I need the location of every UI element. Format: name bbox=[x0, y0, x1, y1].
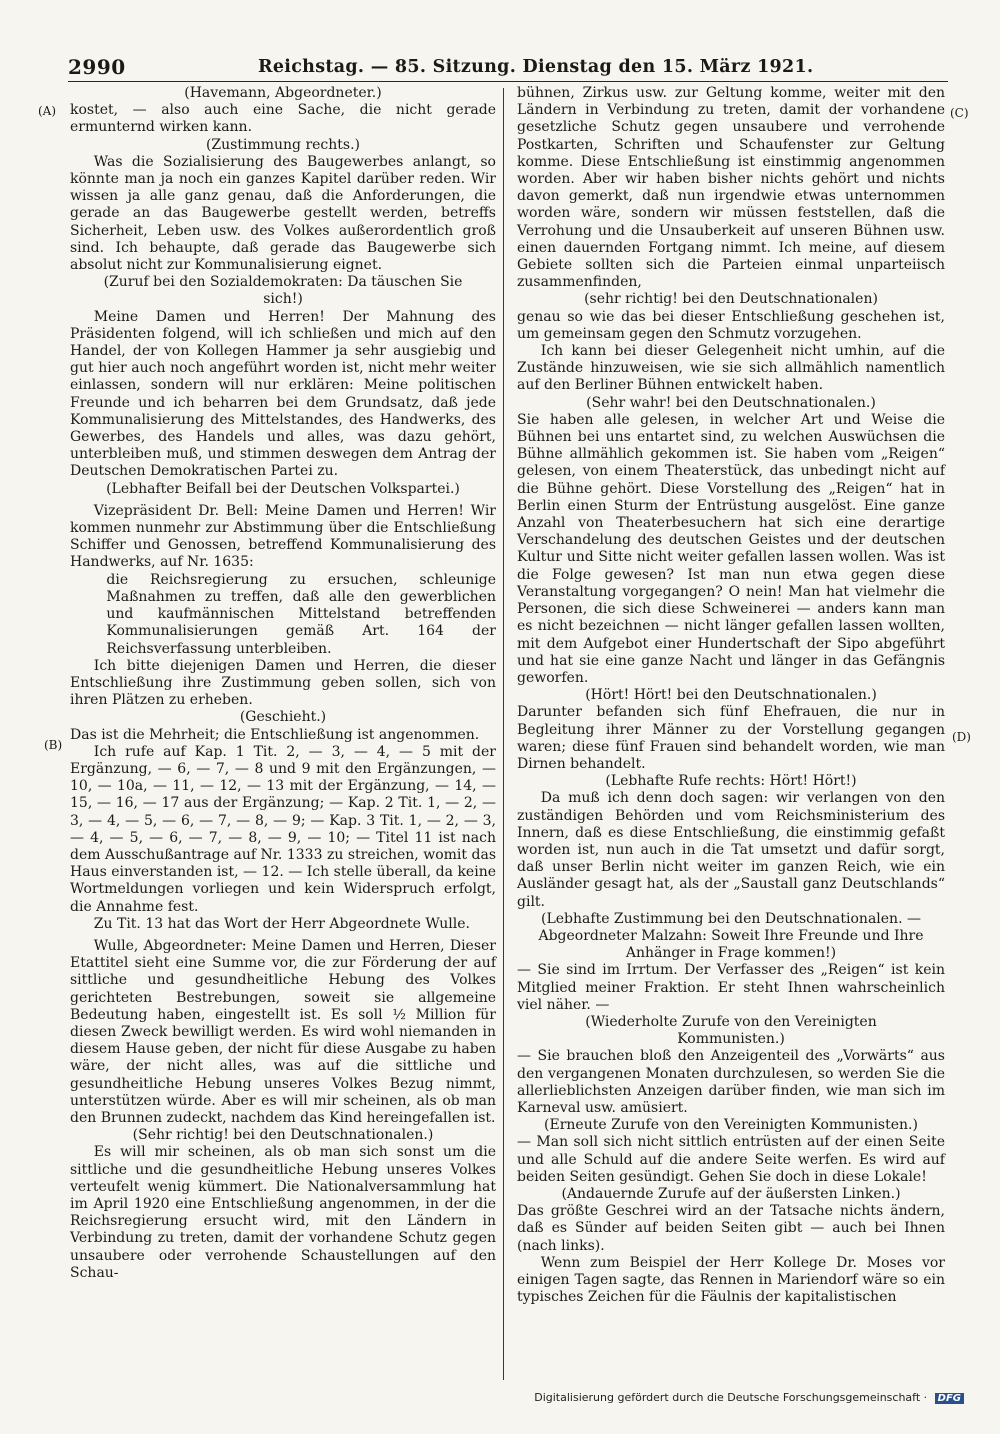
paragraph: Ich rufe auf Kap. 1 Tit. 2, — 3, — 4, — 5 mit der Ergänzung, — 6, — 7, — 8 und 9 mit den Ergänzungen, — 10, — 10a, — 11, — 12, — 13 mit der Ergänzung, — 14, — 15, — 16, — 17 aus der Ergänzung; — Kap. 2 Tit. 1, — 2, — 3, — 4, — 5, — 6, — 7, — 8, — 9; — Kap. 3 Tit. 1, — 2, — 3, — 4, — 5, — 6, — 7, — 8, — 9, — 10; — Titel 11 ist nach dem Ausschußantrage auf Nr. 1333 zu streichen, womit das Haus einverstanden ist, — 12. — Ich stelle überall, da keine Wortmeldungen vorliegen und kein Widerspruch erfolgt, die Annahme fest. bbox=[70, 743, 496, 915]
paragraph: Ich kann bei dieser Gelegenheit nicht umhin, auf die Zustände hinzuweisen, wie sie sich allmählich namentlich auf den Berliner Bühnen entwickelt haben. bbox=[517, 343, 945, 394]
margin-mark-b: (B) bbox=[44, 738, 63, 752]
speaker-continuation: (Havemann, Abgeordneter.) bbox=[184, 85, 382, 101]
paragraph: — Man soll sich nicht sittlich entrüsten auf der einen Seite und alle Schuld auf die andere Seite werfen. Es wird auf beiden Seiten gesündigt. Gehen Sie doch in diese Lokale! bbox=[517, 1134, 945, 1185]
right-column bbox=[517, 85, 945, 1306]
interjection: (Geschieht.) bbox=[239, 709, 327, 726]
paragraph: Wulle, Abgeordneter: Meine Damen und Herren, Dieser Etattitel sieht eine Summe vor, die zur Förderung der auf sittliche und gesundheitliche Hebung des Volkes gerichteten Bestrebungen, soweit sie allgemeine Bedeutung haben, eingestellt ist. Es soll ½ Million für diesen Zweck bewilligt werden. Es wird wohl niemanden in diesem Hause geben, der nicht für diese Ausgabe zu haben wäre, der nicht alles, was auf die sittliche und gesundheitliche Hebung unseres Volkes Bezug nimmt, unterstützen würde. Aber es will mir scheinen, als ob man den Brunnen zudeckt, nachdem das Kind hereingefallen ist. bbox=[70, 937, 496, 1126]
paragraph: Es will mir scheinen, als ob man sich sonst um die sittliche und die gesundheitliche Hebung unseres Volkes verteufelt wenig kümmert. Die Nationalversammlung hat im April 1920 eine Entschließung angenommen, in der die Reichsregierung ersucht wird, mit den Ländern in Verbindung zu treten, damit der vorhandene Schutz gegen unsaubere oder verrohende Schaustellungen auf den Schau- bbox=[70, 1144, 496, 1281]
margin-mark-d: (D) bbox=[952, 730, 971, 744]
column-rule bbox=[503, 88, 504, 1380]
interjection: (Zuruf bei den Sozialdemokraten: Da täuschen Sie sich!) bbox=[103, 274, 463, 308]
paragraph: Ich bitte diejenigen Damen und Herren, die dieser Entschließung ihre Zustimmung geben sollen, sich von ihren Plätzen zu erheben. bbox=[70, 657, 496, 709]
interjection: (Lebhafte Zustimmung bei den Deutschnationalen. — Abgeordneter Malzahn: Soweit Ihre Freunde und Ihre Anhänger in Frage kommen!) bbox=[538, 910, 924, 962]
interjection: (Lebhafter Beifall bei der Deutschen Volkspartei.) bbox=[106, 480, 460, 497]
paragraph: kostet, — also auch eine Sache, die nicht gerade ermunternd wirken kann. bbox=[70, 102, 496, 136]
digitization-credit bbox=[534, 1391, 964, 1404]
paragraph: Was die Sozialisierung des Baugewerbes anlangt, so könnte man ja noch ein ganzes Kapitel darüber reden. Wir wissen ja alle ganz genau, daß die Anforderungen, die gerade an das Baugewerbe gestellt werden, betreffs Sicherheit, Leben usw. des Volkes außerordentlich groß sind. Ich behaupte, daß gerade das Baugewerbe sich absolut nicht zur Kommunalisierung eignet. bbox=[70, 153, 496, 274]
paragraph: Wenn zum Beispiel der Herr Kollege Dr. Moses vor einigen Tagen sagte, das Rennen in Mariendorf wäre so ein typisches Zeichen für die Fäulnis der kapitalistischen bbox=[517, 1254, 945, 1306]
margin-mark-c: (C) bbox=[950, 106, 969, 120]
interjection: (Andauernde Zurufe auf der äußersten Linken.) bbox=[561, 1186, 901, 1202]
paragraph: Das größte Geschrei wird an der Tatsache nichts ändern, daß es Sünder auf beiden Seiten gibt — auch bei Ihnen (nach links). bbox=[517, 1203, 945, 1254]
paragraph: Zu Tit. 13 hat das Wort der Herr Abgeordnete Wulle. bbox=[93, 915, 470, 932]
paragraph: Darunter befanden sich fünf Ehefrauen, die nur in Begleitung ihrer Männer zu der Vorstellung gegangen waren; diese fünf Frauen sind behandelt worden, wie man Dirnen behandelt. bbox=[517, 704, 945, 772]
paragraph: — Sie brauchen bloß den Anzeigenteil des „Vorwärts“ aus den vergangenen Monaten durchzulesen, so werden Sie die allerlieblichsten Anzeigen darüber finden, wie man sich im Karneval usw. amüsiert. bbox=[517, 1048, 945, 1116]
paragraph: Sie haben alle gelesen, in welcher Art und Weise die Bühnen bei uns entartet sind, zu welchen Auswüchsen die Bühne allmählich gekommen ist. Sie haben vom „Reigen“ gelesen, von einem Theaterstück, das unbedingt nicht auf die Bühne gehört. Diese Vorstellung des „Reigen“ hat in Berlin einen Sturm der Entrüstung ausgelöst. Eine ganze Anzahl von Theaterbesuchern hat sich eine derartige Verschandelung des deutschen Geistes und der deutschen Kultur und Sitte nicht weiter gefallen lassen wollen. Was ist die Folge gewesen? Ist man nun etwa gegen diese Veranstaltung vorgegangen? O nein! Man hat vielmehr die Personen, die sich diese Schweinerei — anders kann man es nicht bezeichnen — nicht länger gefallen lassen wollten, mit dem Aufgebot einer Hundertschaft der Sipo abgeführt und hat sie eine ganze Nacht und länger in das Gefängnis geworfen. bbox=[517, 411, 945, 686]
interjection: (Lebhafte Rufe rechts: Hört! Hört!) bbox=[605, 773, 857, 790]
dfg-logo: DFG bbox=[935, 1393, 964, 1404]
credit-text: Digitalisierung gefördert durch die Deutsche Forschungsgemeinschaft · bbox=[534, 1391, 928, 1404]
paragraph: Vizepräsident Dr. Bell: Meine Damen und Herren! Wir kommen nunmehr zur Abstimmung über die Entschließung Schiffer und Genossen, betreffend Kommunalisierung des Handwerks, auf Nr. 1635: bbox=[70, 502, 496, 571]
interjection: (Wiederholte Zurufe von den Vereinigten Kommunisten.) bbox=[585, 1013, 877, 1048]
paragraph: Da muß ich denn doch sagen: wir verlangen von den zuständigen Behörden und vom Reichsministerium des Innern, daß es diese Entschließung, die einstimmig gefaßt worden ist, nun auch in die Tat umsetzt und dafür sorgt, daß unser Berlin nicht weiter im ganzen Reich, wie ein Ausländer gesagt hat, als der „Saustall ganz Deutschlands“ gilt. bbox=[517, 790, 945, 910]
paragraph: — Sie sind im Irrtum. Der Verfasser des „Reigen“ ist kein Mitglied meiner Fraktion. Er steht Ihnen wahrscheinlich viel näher. — bbox=[517, 962, 945, 1013]
interjection: (Zustimmung rechts.) bbox=[205, 136, 361, 153]
interjection: (Hört! Hört! bei den Deutschnationalen.) bbox=[585, 687, 877, 704]
scan-speck bbox=[6, 40, 46, 48]
paragraph: bühnen, Zirkus usw. zur Geltung komme, weiter mit den Ländern in Verbindung zu treten, damit der vorhandene gesetzliche Schutz gegen unsaubere und verrohende Postkarten, Schriften und Schaufenster zur Geltung komme. Diese Entschließung ist einstimmig angenommen worden. Aber wir haben bisher nichts gehört und nichts davon gemerkt, daß nun irgendwie etwas unternommen worden wäre, sondern wir müssen feststellen, daß die Verrohung und die Unsauberkeit auf unseren Bühnen usw. einen dauernden Fortgang nimmt. Ich meine, auf diesem Gebiete sollten sich die Parteien einmal unparteiisch zusammenfinden, bbox=[517, 85, 945, 291]
interjection: (Erneute Zurufe von den Vereinigten Kommunisten.) bbox=[544, 1117, 918, 1134]
resolution-quote: die Reichsregierung zu ersuchen, schleunige Maßnahmen zu treffen, daß alle den gewerblichen und kaufmännischen Mittelstand betreffenden Kommunalisierungen gemäß Art. 164 der Reichsverfassung unterbleiben. bbox=[106, 571, 496, 657]
page-header bbox=[68, 55, 948, 82]
page-number: 2990 bbox=[68, 55, 126, 79]
left-column bbox=[70, 85, 496, 1282]
paragraph: Das ist die Mehrheit; die Entschließung ist angenommen. bbox=[70, 726, 480, 743]
interjection: (Sehr wahr! bei den Deutschnationalen.) bbox=[586, 394, 876, 411]
margin-mark-a: (A) bbox=[38, 104, 57, 118]
paragraph: Meine Damen und Herren! Der Mahnung des Präsidenten folgend, will ich schließen und mich auf den Handel, der von Kollegen Hammer ja sehr ausgiebig und gut hier auch noch angeführt worden ist, nicht mehr weiter einlassen, sondern will nur erklären: Meine politischen Freunde und ich beharren bei dem Grundsatz, daß jede Kommunalisierung des Mittelstandes, des Handwerks, des Gewerbes, des Handels und alles, was dazu gehört, unterbleiben muß, und stimmen deswegen dem Antrag der Deutschen Demokratischen Partei zu. bbox=[70, 308, 496, 480]
interjection: (sehr richtig! bei den Deutschnationalen) bbox=[584, 291, 878, 308]
paragraph: genau so wie das bei dieser Entschließung geschehen ist, um gemeinsam gegen den Schmutz vorzugehen. bbox=[517, 308, 945, 342]
interjection: (Sehr richtig! bei den Deutschnationalen.) bbox=[132, 1127, 434, 1144]
running-title: Reichstag. — 85. Sitzung. Dienstag den 15. März 1921. bbox=[258, 57, 814, 77]
